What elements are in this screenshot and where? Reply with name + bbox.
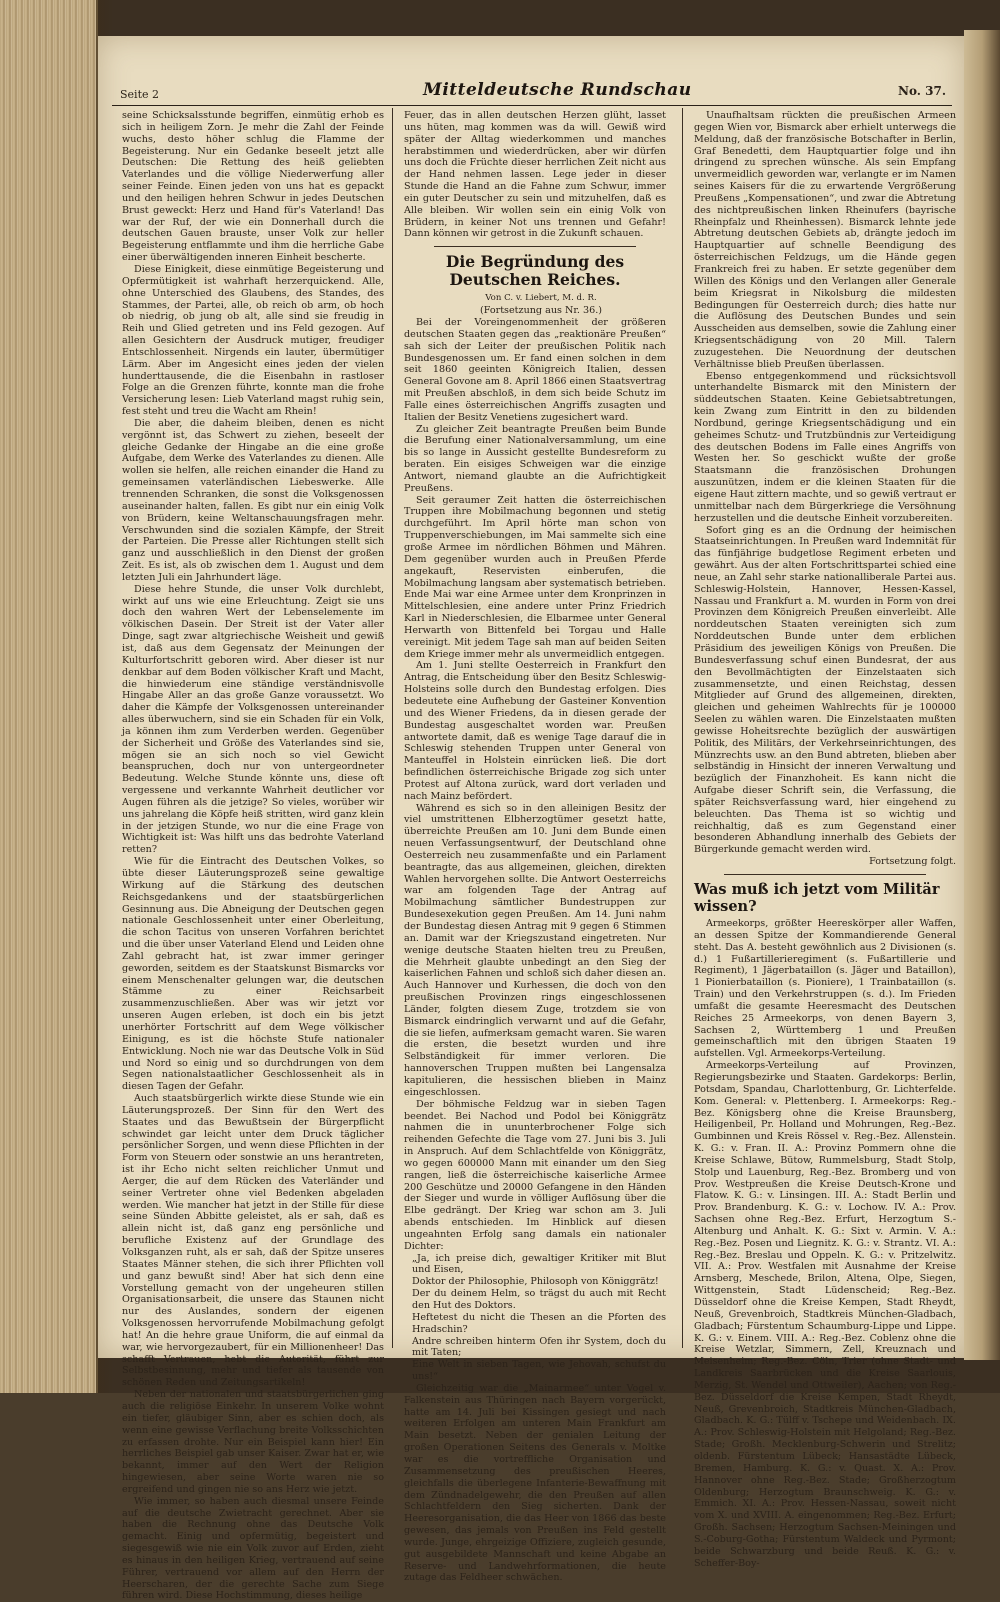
paragraph: Der böhmische Feldzug war in sieben Tagen beendet. Bei Nachod und Podol bei Königgrätz nahmen die in ununterbrochener Folge sich reihenden Gefechte die Tage vom 27. Juni bis 3. Juli in Anspruch. Auf dem Schlachtfelde von Königgrätz, wo gegen 600000 Mann mit einander um den Sieg rangen, ließ die österreichische kaiserliche Armee 200 Geschütze und 20000 Gefangene in den Händen der Sieger und wurde in völliger Auflösung über die Elbe gedrängt. Der Krieg war schon am 3. Juli abends entschieden. Im Hinblick auf diesen ungeahnten Erfolg sang damals ein nationaler Dichter: — [404, 1098, 666, 1252]
paragraph: Diese Einigkeit, diese einmütige Begeisterung und Opfermütigkeit ist wahrhaft herzerquickend. Alle, ohne Unterschied des Glaubens, des Standes, des Stammes, der Partei, alle, ob reich ob arm, ob hoch ob niedrig, ob jung ob alt, alle sind sie freudig in Reih und Glied getreten und ins Feld gezogen. Auf allen Gesichtern der Ausdruck mutiger, freudiger Entschlossenheit. Nirgends ein lauter, übermütiger Lärm. Aber im Angesicht eines jeden der vielen hunderttausende, die die Eisenbahn in rastloser Folge an die Grenzen führte, konnte man die frohe Versicherung lesen: Lieb Vaterland magst ruhig sein, fest steht und treu die Wacht am Rhein! — [122, 263, 384, 418]
paragraph: Armeekorps, größter Heereskörper aller Waffen, an dessen Spitze der Kommandierende General steht. Das A. besteht gewöhnlich aus 2 Divisionen (s. d.) 1 Fußartillerieregiment (s. Fußartillerie und Regiment), 1 Jägerbataillon (s. Jäger und Bataillon), 1 Pionierbataillon (s. Pioniere), 1 Trainbataillon (s. Train) und den Verkehrstruppen (s. d.). Im Frieden umfaßt die gesamte Heeresmacht des Deutschen Reiches 25 Armeekorps, von denen Bayern 3, Sachsen 2, Württemberg 1 und Preußen gemeinschaftlich mit den übrigen Staaten 19 aufstellen. Vgl. Armeekorps-Verteilung. — [694, 918, 956, 1060]
paragraph: Auch staatsbürgerlich wirkte diese Stunde wie ein Läuterungsprozeß. Der Sinn für den Wert des Staates und das Bewußtsein der Bürgerpflicht schwindet gar leicht unter dem Druck täglicher persönlicher Sorgen, und wenn diese Pflichten in der Form von Steuern oder sonstwie an uns herantreten, ist ihr Echo nicht selten reichlicher Unmut und Aerger, die auf dem Rücken des Vaterländer und seiner Vertreter ohne viel Bedenken abgeladen werden. Wie mancher hat jetzt in der Stille für diese seine Sünden Abbitte geleistet, als er sah, daß es allein nicht ist, daß ganz eng persönliche und berufliche Existenz auf der Grundlage des Volksganzen ruht, als er sah, daß der Spitze unseres Staates Männer stehen, die sich ihrer Pflichten voll und ganz bewußt sind! Aber hat sich denn eine Vorstellung gemacht von der ungeheuren stillen Organisationsarbeit, die unsere das Staunen nicht nur des Auslandes, sondern der eigenen Volksgenossen hervorrufende Mobilmachung gefolgt hat! An die hehre graue Uniform, die auf einmal da war, wie hervorgezaubert, für ein Millionenheer! Das schafft Vertrauen, hebt die Autorität, führt zur Selbstbesinnung, mehr und tiefer als tausende von schönen Reden und Zeitungsartikeln! — [122, 1093, 384, 1389]
paragraph: Armeekorps-Verteilung auf Provinzen, Regierungsbezirke und Staaten. Gardekorps: Berlin, Potsdam, Spandau, Charlottenburg, Gr. Lichterfelde. Kom. General: v. Plettenberg. I. Armeekorps: Reg.-Bez. Königsberg ohne die Kreise Braunsberg, Heiligenbeil, Pr. Holland und Mohrungen, Reg.-Bez. Gumbinnen und Kreis Rössel v. Reg.-Bez. Allenstein. K. G.: v. Fran. II. A.: Provinz Pommern ohne die Kreise Schlawe, Bütow, Rummelsburg, Stadt Stolp, Stolp und Lauenburg, Reg.-Bez. Bromberg und von Prov. Westpreußen die Kreise Deutsch-Krone und Flatow. K. G.: v. Linsingen. III. A.: Stadt Berlin und Prov. Brandenburg. K. G.: v. Lochow. IV. A.: Prov. Sachsen ohne Reg.-Bez. Erfurt, Herzogtum S.-Altenburg und Anhalt. K. G.: Sixt v. Armin. V. A.: Reg.-Bez. Posen und Liegnitz. K. G.: v. Strantz. VI. A.: Reg.-Bez. Breslau und Oppeln. K. G.: v. Pritzelwitz. VII. A.: Prov. Westfalen mit Ausnahme der Kreise Arnsberg, Meschede, Brilon, Altena, Olpe, Siegen, Wittgenstein, Stadt Lüdenscheid; Reg.-Bez. Düsseldorf ohne die Kreise Kempen, Stadt Rheydt, Neuß, Grevenbroich, Stadtkreis München-Gladbach, Gladbach; Fürstentum Schaumburg-Lippe und Lippe. K. G.: v. Einem. VIII. A.: Reg.-Bez. Coblenz ohne die Kreise Wetzlar, Simmern, Zell, Kreuznach und Meisenheim; Reg.-Bez. Cöln, Trier (ohne Stadt- und Landkreis Saarbrücken und die Kreise Saarlouis, Merzig, St. Wendel und Ottweiler), Aachen; von Reg.-Bez. Düsseldorf die Kreise Kempen, Stadt Rheydt, Neuß, Grevenbroich, Stadtkreis München-Gladbach, Gladbach. K. G.: Tülff v. Tschepe und Weidenbach. IX. A.: Prov. Schleswig-Holstein mit Helgoland; Reg.-Bez. Stade; Großh. Mecklenburg-Schwerin und Strelitz; oldenb. Fürstentum Lübeck; Hansastädte Lübeck, Bremen, Hamburg. K. G.: v. Quast. X. A.: Prov. Hannover ohne Reg.-Bez. Stade; Großherzogtum Oldenburg; Herzogtum Braunschweig. K. G.: v. Emmich. XI. A.: Prov. Hessen-Nassau, soweit nicht vom X. und XVIII. A. eingenommen; Reg.-Bez. Erfurt; Großh. Sachsen; Herzogtum Sachsen-Meiningen und S.-Coburg-Gotha; Fürstentum Waldeck und Pyrmont; beide Schwarzburg und beide Reuß. K. G.: v. Scheffer-Boy- — [694, 1060, 956, 1569]
article-divider — [724, 874, 926, 875]
header-rule — [112, 105, 952, 106]
poem-line: „Ja, ich preise dich, gewaltiger Kritiker mit Blut und Eisen, — [412, 1252, 666, 1276]
paragraph: Unaufhaltsam rückten die preußischen Armeen gegen Wien vor, Bismarck aber erhielt unterwegs die Meldung, daß der französische Botschafter in Berlin, Graf Benedetti, dem Hauptquartier folge und ihn dringend zu sprechen wünsche. Als sein Empfang unvermeidlich geworden war, verlangte er im Namen seines Kaisers für die zu erwartende Vergrößerung Preußens „Kompensationen“, und zwar die Abtretung des nichtpreußischen linken Rheinufers (bayrische Rheinpfalz und Rheinhessen). Bismarck lehnte jede Abtretung deutschen Gebiets ab, drängte jedoch im Hauptquartier auf schnelle Beendigung des österreichischen Feldzugs, um die Hände gegen Frankreich frei zu haben. Er setzte gegenüber dem Willen des Königs und den Verlangen aller Generale beim Kriegsrat in Nikolsburg die mildesten Bedingungen für Oesterreich durch; dies hatte nur die Auflösung des Deutschen Bundes und sein Ausscheiden aus demselben, sowie die Zahlung einer Kriegsentschädigung von 20 Mill. Talern zuzugestehen. Die Neuordnung der deutschen Verhältnisse blieb Preußen überlassen. — [694, 110, 956, 370]
paragraph: Seit geraumer Zeit hatten die österreichischen Truppen ihre Mobilmachung begonnen und stetig durchgeführt. Im April hörte man schon von Truppenverschiebungen, im Mai sammelte sich eine große Armee im nördlichen Böhmen und Mähren. Dem gegenüber wurden auch in Preußen Pferde angekauft, Reservisten einberufen, die Mobilmachung langsam aber systematisch betrieben. Ende Mai war eine Armee unter dem Kronprinzen in Mittelschlesien, eine andere unter Prinz Friedrich Karl in Niederschlesien, die Elbarmee unter General Herwarth von Bittenfeld bei Torgau und Halle vereinigt. Mit jedem Tage sah man auf beiden Seiten dem Kriege immer mehr als unvermeidlich entgegen. — [404, 494, 666, 660]
article-title: Die Begründung des Deutschen Reiches. — [445, 252, 625, 290]
paragraph: Am 1. Juni stellte Oesterreich in Frankfurt den Antrag, die Entscheidung über den Besitz Schleswig-Holsteins solle durch den Bundestag erfolgen. Dies bedeutete eine Aufhebung der Gasteiner Konvention und des Wiener Friedens, da in diesen gerade der Bundestag ausgeschaltet worden war. Preußen antwortete damit, daß es wenige Tage darauf die in Schleswig stehenden Truppen unter General von Manteuffel in Holstein einrücken ließ. Die dort befindlichen österreichische Brigade zog sich unter Protest auf Altona zurück, ward dort verladen und nach Mainz befördert. — [404, 660, 666, 802]
article-author: Von C. v. Liebert, M. d. R. — [485, 293, 597, 304]
newspaper-page — [98, 36, 964, 1602]
poem-line: Andre schreiben hinterm Ofen ihr System, doch du mit Taten; — [412, 1335, 666, 1359]
column-rule-1 — [392, 108, 393, 1348]
article-divider — [434, 246, 636, 247]
column-rule-2 — [682, 108, 683, 1348]
paragraph: Wie für die Eintracht des Deutschen Volkes, so übte dieser Läuterungsprozeß seine gewaltige Wirkung auf die Stärkung des deutschen Reichsgedankens und der staatsbürgerlichen Gesinnung aus. Die Abneigung der Deutschen gegen nationale Geschlossenheit unter einer Oberleitung, die schon Tacitus von unseren Vorfahren berichtet und die über unser Vaterland Elend und Leiden ohne Zahl gebracht hat, ist zwar immer geringer geworden, seitdem es der Staatskunst Bismarcks vor einem Menschenalter gelungen war, die deutschen Stämme zu einer Reichsarbeit zusammenzuschließen. Aber was wir jetzt vor unseren Augen erleben, ist doch ein bis jetzt unerhörter Fortschritt auf dem Wege völkischer Einigung, es ist die höchste Stufe nationaler Entwicklung. Noch nie war das Deutsche Volk in Süd und Nord so einig und so durchdrungen von dem Segen nationalstaatlicher Geschlossenheit als in diesen Tagen der Gefahr. — [122, 856, 384, 1093]
next-page-edge — [964, 30, 1000, 1360]
paragraph: Ebenso entgegenkommend und rücksichtsvoll unterhandelte Bismarck mit den Ministern der süddeutschen Staaten. Keine Gebietsabtretungen, kein Zwang zum Eintritt in den zu bildenden Nordbund, geringe Kriegsentschädigung und ein geheimes Schutz- und Trutzbündnis zur Verteidigung des deutschen Bodens im Falle eines Angriffs von Westen her. So geschickt wußte der große Staatsmann die französischen Drohungen auszunützen, indem er die kleinen Staaten für die eigene Haut zittern machte, und so gewiß vertraut er unmittelbar nach dem Bürgerkriege die Versöhnung herzustellen und die deutsche Einheit vorzubereiten. — [694, 370, 956, 524]
paragraph: Während es sich so in den alleinigen Besitz der viel umstrittenen Elbherzogtümer gesetzt hatte, überreichte Preußen am 10. Juni dem Bunde einen neuen Verfassungsentwurf, der Deutschland ohne Oesterreich neu zusammenfaßte und ein Parlament beantragte, das aus allgemeinen, gleichen, direkten Wahlen hervorgehen sollte. Die Antwort Oesterreichs war am folgenden Tage der Antrag auf Mobilmachung sämtlicher Bundestruppen zur Bundesexekution gegen Preußen. Am 14. Juni nahm der Bundestag diesen Antrag mit 9 gegen 6 Stimmen an. Damit war der Kriegszustand eingetreten. Nur wenige deutsche Staaten hielten treu zu Preußen, die Mehrheit glaubte unbedingt an den Sieg der kaiserlichen Fahnen und schloß sich daher diesen an. Auch Hannover und Kurhessen, die doch von den preußischen Provinzen rings eingeschlossenen Länder, folgten diesem Zuge, trotzdem sie von Bismarck eindringlich verwarnt und auf die Gefahr, die sie liefen, aufmerksam gemacht waren. Sie waren die ersten, die besetzt wurden und ihre Selbständigkeit für immer verloren. Die hannoverschen Truppen mußten bei Langensalza kapitulieren, die hessischen blieben in Mainz eingeschlossen. — [404, 802, 666, 1098]
issue-number: No. 37. — [898, 84, 946, 98]
column-2 — [404, 110, 667, 1584]
poem-line: Eine Welt in sieben Tagen, wie Jehovah, schufst du uns!“ — [412, 1359, 666, 1383]
paragraph: Sofort ging es an die Ordnung der heimischen Staatseinrichtungen. In Preußen ward Indemnität für das fünfjährige budgetlose Regiment erbeten und gewährt. Aus der alten Fortschrittspartei schied eine neue, an Zahl sehr starke nationalliberale Partei aus. Schleswig-Holstein, Hannover, Hessen-Kassel, Nassau und Frankfurt a. M. wurden in Form von drei Provinzen dem Königreich Preußen einverleibt. Alle norddeutschen Staaten vereinigten sich zum Norddeutschen Bunde unter dem erblichen Präsidium des jeweiligen Königs von Preußen. Die Bundesverfassung schuf einen Bundesrat, der aus den Bevollmächtigten der Einzelstaaten sich zusammensetzte, und einen Reichstag, dessen Mitglieder auf Grund des allgemeinen, direkten, gleichen und geheimen Wahlrechts für je 100000 Seelen zu wählen waren. Die Einzelstaaten mußten gewisse Hoheitsrechte bezüglich der auswärtigen Politik, des Militärs, der Verkehrseinrichtungen, des Münzrechts usw. an den Bund abtreten, blieben aber selbständig in Hinsicht der inneren Verwaltung und bezüglich der Finanzhoheit. Es kann nicht die Aufgabe dieser Schrift sein, die Verfassung, die später Reichsverfassung ward, hier eingehend zu beleuchten. Das Thema ist so wichtig und reichhaltig, daß es zum Gegenstand einer besonderen Abhandlung innerhalb des Gebiets der Bürgerkunde gemacht werden wird. — [694, 524, 956, 856]
paragraph: Gleichzeitig war die „Mainarmee“ unter Vogel v. Falkenstein aus Thüringen nach Bayern vorgerückt, hatte am 14. Juli bei Kissingen gesiegt und nach weiteren Erfolgen am unteren Main Frankfurt am Main besetzt. Neben der genialen Leitung der großen Operationen Seitens des Generals v. Moltke war es die vortreffliche Organisation und Zusammensetzung des preußischen Heeres, gleichfalls die überlegene Infanterie-Bewaffnung mit dem Zündnadelgewehr, die den Preußen auf allen Schlachtfeldern den Sieg sicherten. Dank der Heeresorganisation, die das Heer von 1866 das beste gewesen, das jemals von Preußen ins Feld gestellt wurde. Junge, ehrgeizige Offiziere, zugleich gesunde, gut ausgebildete Mannschaft und keine Abgabe an Reserve- und Landwehrformationen, die heute zutage das Feldheer schwächen. — [404, 1382, 666, 1584]
paragraph: Neben der nationalen und staatsbürgerlichen ging auch die religiöse Einkehr. In unserem Volke wohnt ein tiefer, gläubiger Sinn, aber es schien doch, als wenn eine gewisse Verflachung breite Volksschichten zu erfassen drohte. Nur ein Beispiel kann hier! Ein herrliches Beispiel gab unser Kaiser. Zwar hat er, wie bekannt, immer auf den Wert der Religion hingewiesen, aber seine Worte waren nie so ergreifend und gingen nie so ans Herz wie jetzt. — [122, 1389, 384, 1495]
continuation-note: Fortsetzung folgt. — [869, 856, 956, 868]
paragraph: Feuer, das in allen deutschen Herzen glüht, lasset uns hüten, mag kommen was da will. Gewiß wird später der Alltag wiederkommen und manches herabstimmen und wiederdrücken, aber wir dürfen uns doch die Früchte dieser herrlichen Zeit nicht aus der Hand nehmen lassen. Lege jeder in dieser Stunde die Hand an die Fahne zum Schwur, immer ein guter Deutscher zu sein und mitzuhelfen, daß es Alle bleiben. Wir wollen sein ein einig Volk von Brüdern, in keiner Not uns trennen und Gefahr! Dann können wir getrost in die Zukunft schauen. — [404, 110, 666, 240]
poem-line: Der du deinem Helm, so trägst du auch mit Recht den Hut des Doktors. — [412, 1288, 666, 1311]
paragraph: Wie immer, so haben auch diesmal unsere Feinde auf die deutsche Zwietracht gerechnet. Aber sie haben die Rechnung ohne das Deutsche Volk gemacht. Einig und opfermütig, begeistert und siegesgewiß wie nie ein Volk zuvor auf Erden, zieht es hinaus in den heiligen Krieg, vertrauend auf seine Führer, vertrauend vor allem auf den Herrn der Heerscharen, der die gerechte Sache zum Siege führen wird. Diese Hochstimmung, dieses heilige — [122, 1495, 384, 1602]
paragraph: Bei der Voreingenommenheit der größeren deutschen Staaten gegen das „reaktionäre Preußen“ sah sich der Leiter der preußischen Politik nach Bundesgenossen um. Er fand einen solchen in dem seit 1860 geeinten Königreich Italien, dessen General Govone am 8. April 1866 einen Staatsvertrag mit Preußen abschloß, in dem sich beide Schutz im Falle eines österreichischen Angriffs zusagten und Italien der Besitz Venetiens zugesichert ward. — [404, 316, 667, 423]
paragraph: seine Schicksalsstunde begriffen, einmütig erhob es sich in heiligem Zorn. Je mehr die Zahl der Feinde wuchs, desto höher schlug die Flamme der Begeisterung. Nur ein Gedanke beseelt jetzt alle Deutschen: Die Rettung des heiß geliebten Vaterlandes und die völlige Niederwerfung aller seiner Feinde. Einen jeden von uns hat es gepackt und den heiligen hehren Schwur in jedes Deutschen Brust geweckt: Herz und Hand für's Vaterland! Das war der Ruf, der wie ein Donnerhall durch die deutschen Gauen brauste, unser Volk zur heller Begeisterung entflammte und ihm die herrliche Gabe einer überwältigenden inneren Einheit bescherte. — [122, 110, 384, 264]
poem-line: Heftetest du nicht die Thesen an die Pforten des Hradschin? — [412, 1311, 666, 1335]
article-title: Was muß ich jetzt vom Militär wissen? — [694, 881, 940, 915]
paragraph: Diese hehre Stunde, die unser Volk durchlebt, wirkt auf uns wie eine Erleuchtung. Zeigt sie uns doch den wahren Wert der Lebenselemente im völkischen Dasein. Der Streit ist der Vater aller Dinge, sagt zwar altgriechische Weisheit und gewiß ist, daß aus dem Gegensatz der Meinungen der Kulturfortschritt geboren wird. Aber dieser ist nur denkbar auf dem Boden völkischer Kraft und Macht, die hinwiederum eine ständige verständnisvolle Hingabe Aller an das große Ganze voraussetzt. Wo daher die Kämpfe der Volksgenossen untereinander alles überwuchern, sind sie ein Schaden für ein Volk, ja können ihm zum Verderben werden. Gegenüber der Sicherheit und Größe des Vaterlandes sind sie, mögen sie an sich noch so viel Gewicht beanspruchen, doch nur von untergeordneter Bedeutung. Welche Stunde könnte uns, diese oft vergessene und verkannte Wahrheit deutlicher vor Augen führen als die jetzige? So vieles, worüber wir uns jahrelang die Köpfe heiß stritten, wird ganz klein in der jetzigen Stunde, wo nur die eine Frage von Wichtigkeit ist: Was hilft uns das bedrohte Vaterland retten? — [122, 583, 384, 856]
column-3 — [694, 110, 956, 1569]
book-binding — [0, 0, 98, 1393]
paragraph: Zu gleicher Zeit beantragte Preußen beim Bunde die Berufung einer Nationalversammlung, um eine bis so lange in Aussicht gestellte Bundesreform zu beraten. Ein eisiges Schweigen war die einzige Antwort, niemand glaubte an die Aufrichtigkeit Preußens. — [404, 423, 666, 494]
page-number: Seite 2 — [120, 88, 159, 101]
poem-line: Doktor der Philosophie, Philosoph von Königgrätz! — [412, 1276, 659, 1288]
column-1 — [122, 110, 384, 1602]
article-subtitle: (Fortsetzung aus Nr. 36.) — [479, 305, 603, 317]
paragraph: Die aber, die daheim bleiben, denen es nicht vergönnt ist, das Schwert zu ziehen, beseelt der gleiche Gedanke der Hingabe an die eine große Aufgabe, dem Werke des Vaterlandes zu dienen. Alle wollen sie helfen, alle reichen einander die Hand zu gemeinsamen vaterländischen Liebeswerke. Alle trennenden Schranken, die sonst die Volksgenossen auseinander halten, fallen. Es gibt nur ein einig Volk von Brüdern, keine Weltanschauungsfragen mehr. Verschwunden sind die sozialen Kämpfe, der Streit der Parteien. Die Presse aller Richtungen stellt sich ganz und ausschließlich in den Dienst der großen Zeit. Es ist, als ob zwischen dem 1. August und dem letzten Juli ein Jahrhundert läge. — [122, 417, 384, 583]
masthead-title: Mitteldeutsche Rundschau — [423, 80, 692, 100]
